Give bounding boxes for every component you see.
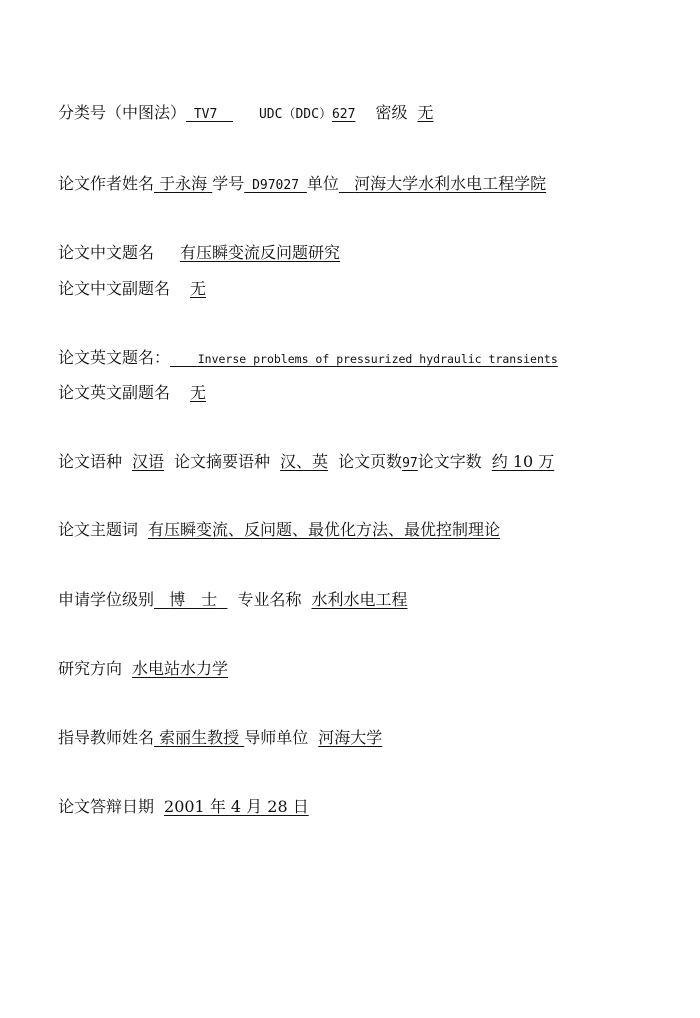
abstract-language-value: 汉、英 xyxy=(280,452,329,471)
page-count-label: 论文页数 xyxy=(338,452,403,471)
subtitle-en-value: 无 xyxy=(190,383,207,402)
advisor-name-label: 指导教师姓名 xyxy=(58,728,155,747)
author-row xyxy=(58,174,546,196)
advisor-unit-label: 导师单位 xyxy=(244,728,309,747)
classification-row xyxy=(58,103,433,125)
udc-value: 627 xyxy=(331,107,356,122)
author-name-label: 论文作者姓名 xyxy=(58,174,155,193)
student-id-value: D97027 xyxy=(252,178,300,193)
research-label: 研究方向 xyxy=(58,659,123,678)
abstract-language-label: 论文摘要语种 xyxy=(174,452,271,471)
degree-level-label: 申请学位级别 xyxy=(58,590,155,609)
subtitle-cn-label: 论文中文副题名 xyxy=(58,279,171,298)
advisor-row xyxy=(58,728,382,748)
char-count-value: 约 10 万 xyxy=(491,452,555,471)
udc-label: UDC（DDC） xyxy=(258,107,332,122)
major-label: 专业名称 xyxy=(237,590,302,609)
keywords-label: 论文主题词 xyxy=(58,520,139,539)
major-value: 水利水电工程 xyxy=(311,590,408,609)
student-id-label: 学号 xyxy=(212,174,245,193)
advisor-name-value: 索丽生教授 xyxy=(159,728,240,747)
title-en-label: 论文英文题名： xyxy=(58,348,171,367)
keywords-value: 有压瞬变流、反问题、最优化方法、最优控制理论 xyxy=(148,520,501,539)
subtitle-cn-row xyxy=(58,279,206,299)
secret-level-label: 密级 xyxy=(375,103,408,122)
subtitle-cn-value: 无 xyxy=(190,279,207,298)
title-en-row xyxy=(58,348,558,369)
page-count-value: 97 xyxy=(402,456,418,471)
defense-date-label: 论文答辩日期 xyxy=(58,797,155,816)
research-value: 水电站水力学 xyxy=(132,659,229,678)
char-count-label: 论文字数 xyxy=(417,452,482,471)
subtitle-en-row xyxy=(58,383,206,403)
title-en-value: Inverse problems of pressurized hydraulic transients xyxy=(197,352,558,366)
defense-date-value: 2001 年 4 月 28 日 xyxy=(164,797,309,816)
author-unit-value: 河海大学水利水电工程学院 xyxy=(354,174,547,193)
classification-value: TV7 xyxy=(193,107,218,122)
author-name-value: 于永海 xyxy=(159,174,208,193)
language-row xyxy=(58,452,554,474)
defense-row xyxy=(58,797,309,817)
author-unit-label: 单位 xyxy=(306,174,339,193)
title-cn-label: 论文中文题名 xyxy=(58,243,155,262)
degree-level-value: 博 士 xyxy=(169,590,218,609)
advisor-unit-value: 河海大学 xyxy=(318,728,383,747)
title-cn-row xyxy=(58,243,340,263)
language-label: 论文语种 xyxy=(58,452,123,471)
keywords-row xyxy=(58,520,500,540)
research-row xyxy=(58,659,228,679)
subtitle-en-label: 论文英文副题名 xyxy=(58,383,171,402)
title-cn-value: 有压瞬变流反问题研究 xyxy=(180,243,341,262)
degree-row xyxy=(58,590,408,610)
language-value: 汉语 xyxy=(132,452,165,471)
classification-label: 分类号（中图法） xyxy=(58,103,187,122)
secret-level-value: 无 xyxy=(417,103,434,122)
